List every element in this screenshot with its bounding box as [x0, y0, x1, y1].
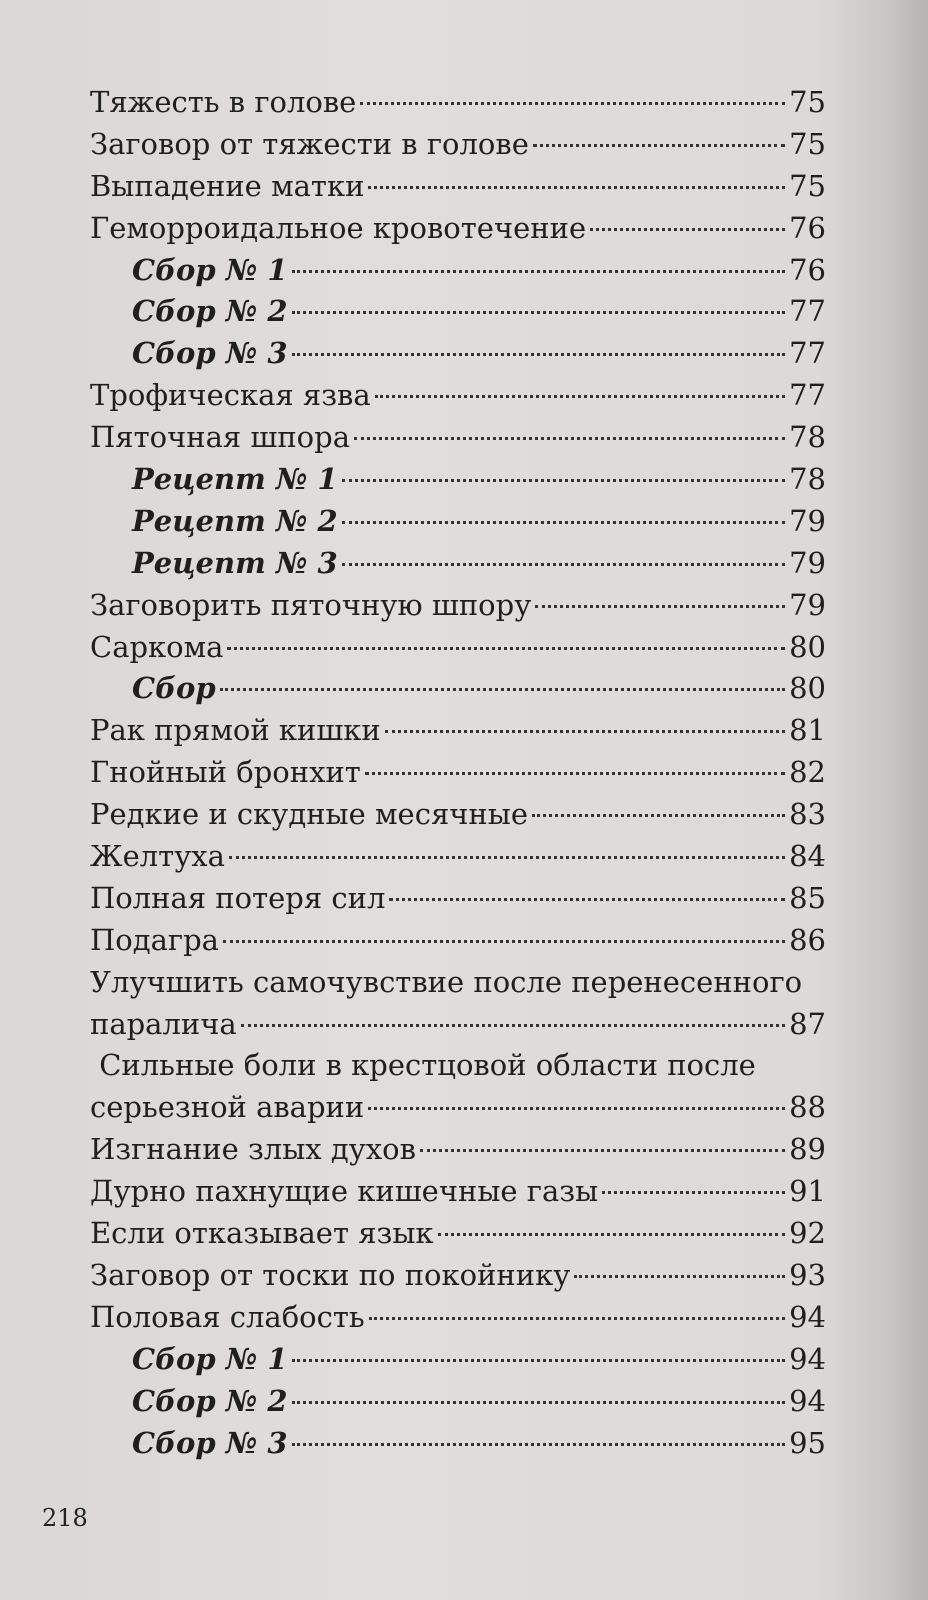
toc-list — [90, 82, 826, 1464]
dot-leader — [532, 814, 785, 817]
entry-page-number: 80 — [789, 629, 826, 664]
toc-entry — [90, 710, 826, 752]
entry-title: Половая слабость — [90, 1299, 365, 1334]
dot-leader — [385, 730, 785, 733]
toc-entry — [90, 1171, 826, 1213]
toc-subentry — [90, 501, 826, 543]
dot-leader — [590, 228, 785, 231]
entry-title: Заговор от тяжести в голове — [90, 126, 529, 161]
entry-title-line1: Улучшить самочувствие после перенесенного — [90, 964, 803, 999]
dot-leader — [342, 479, 785, 482]
toc-subentry — [90, 333, 826, 375]
entry-page-number: 92 — [789, 1216, 826, 1251]
dot-leader — [229, 856, 785, 859]
toc-subentry — [90, 1339, 826, 1381]
toc-subentry — [90, 459, 826, 501]
entry-title-line2: паралича — [90, 1006, 237, 1041]
dot-leader — [227, 647, 785, 650]
entry-title: Сбор № 3 — [132, 1425, 288, 1460]
entry-title: Сбор № 2 — [132, 1383, 288, 1418]
dot-leader — [292, 1359, 786, 1362]
entry-page-number: 89 — [789, 1132, 826, 1167]
dot-leader — [602, 1191, 785, 1194]
dot-leader — [369, 1317, 785, 1320]
entry-title: Если отказывает язык — [90, 1216, 434, 1251]
dot-leader — [574, 1275, 785, 1278]
entry-page-number: 94 — [789, 1299, 826, 1334]
entry-title: Трофическая язва — [90, 378, 371, 413]
dot-leader — [535, 605, 785, 608]
entry-page-number: 75 — [789, 85, 826, 119]
toc-entry — [90, 878, 826, 920]
toc-subentry — [90, 668, 826, 710]
table-of-contents-page — [90, 82, 826, 1464]
entry-title: Рецепт № 1 — [132, 462, 338, 497]
entry-page-number: 94 — [789, 1383, 826, 1418]
dot-leader — [420, 1149, 785, 1152]
entry-page-number: 76 — [789, 210, 826, 245]
dot-leader — [375, 395, 785, 398]
toc-entry — [90, 836, 826, 878]
entry-page-number: 93 — [789, 1257, 826, 1292]
entry-page-number: 80 — [789, 671, 826, 706]
entry-title: Сбор № 3 — [132, 336, 288, 371]
entry-page-number: 87 — [789, 1006, 826, 1041]
toc-entry — [90, 1213, 826, 1255]
entry-page-number: 88 — [789, 1090, 826, 1125]
toc-entry — [90, 375, 826, 417]
dot-leader — [292, 270, 786, 273]
toc-entry — [90, 417, 826, 459]
entry-title: Сбор № 2 — [132, 294, 288, 329]
entry-page-number: 77 — [789, 336, 826, 371]
entry-title: Сбор — [132, 671, 216, 706]
toc-entry-wrapped — [90, 1045, 826, 1129]
entry-title: Рецепт № 3 — [132, 545, 338, 580]
entry-page-number: 79 — [789, 545, 826, 580]
entry-page-number: 75 — [789, 126, 826, 161]
dot-leader — [241, 1024, 785, 1027]
entry-page-number: 78 — [789, 462, 826, 497]
toc-entry — [90, 1297, 826, 1339]
toc-entry — [90, 1255, 826, 1297]
entry-title-line1: Сильные боли в крестцовой области после — [90, 1048, 756, 1083]
entry-title-line2: серьезной аварии — [90, 1090, 365, 1125]
dot-leader — [354, 437, 785, 440]
toc-entry — [90, 208, 826, 250]
entry-title-line2-row — [90, 1004, 826, 1046]
entry-title: Тяжесть в голове — [90, 85, 357, 119]
entry-page-number: 79 — [789, 503, 826, 538]
dot-leader — [342, 521, 785, 524]
entry-title-line2-row — [90, 1087, 826, 1129]
entry-page-number: 84 — [789, 839, 826, 874]
entry-page-number: 83 — [789, 797, 826, 832]
entry-title: Желтуха — [90, 839, 225, 874]
dot-leader — [360, 102, 785, 105]
toc-entry — [90, 82, 826, 124]
entry-title: Гнойный бронхит — [90, 755, 361, 790]
entry-page-number: 82 — [789, 755, 826, 790]
entry-title: Подагра — [90, 922, 219, 957]
entry-page-number: 91 — [789, 1174, 826, 1209]
entry-title: Рецепт № 2 — [132, 503, 338, 538]
toc-entry — [90, 585, 826, 627]
entry-page-number: 77 — [789, 378, 826, 413]
entry-page-number: 77 — [789, 294, 826, 329]
entry-title: Полная потеря сил — [90, 880, 386, 915]
toc-entry — [90, 920, 826, 962]
entry-page-number: 76 — [789, 252, 826, 287]
entry-page-number: 79 — [789, 587, 826, 622]
entry-page-number: 85 — [789, 880, 826, 915]
entry-title: Редкие и скудные месячные — [90, 797, 528, 832]
dot-leader — [220, 688, 785, 691]
toc-entry — [90, 752, 826, 794]
dot-leader — [292, 353, 786, 356]
dot-leader — [389, 898, 785, 901]
entry-page-number: 94 — [789, 1341, 826, 1376]
dot-leader — [292, 1401, 786, 1404]
entry-title: Заговорить пяточную шпору — [90, 587, 532, 622]
entry-title: Дурно пахнущие кишечные газы — [90, 1174, 599, 1209]
toc-subentry — [90, 250, 826, 292]
page-number: 218 — [42, 1504, 88, 1532]
dot-leader — [292, 1443, 786, 1446]
entry-title: Рак прямой кишки — [90, 713, 381, 748]
dot-leader — [365, 772, 785, 775]
toc-entry — [90, 794, 826, 836]
dot-leader — [223, 940, 785, 943]
entry-page-number: 86 — [789, 922, 826, 957]
dot-leader — [292, 311, 786, 314]
dot-leader — [342, 563, 785, 566]
entry-page-number: 75 — [789, 168, 826, 203]
entry-title: Заговор от тоски по покойнику — [90, 1257, 571, 1292]
entry-page-number: 95 — [789, 1425, 826, 1460]
toc-subentry — [90, 291, 826, 333]
toc-entry — [90, 124, 826, 166]
toc-entry — [90, 166, 826, 208]
dot-leader — [533, 144, 785, 147]
toc-entry — [90, 627, 826, 669]
toc-subentry — [90, 543, 826, 585]
toc-entry — [90, 1129, 826, 1171]
entry-title: Геморроидальное кровотечение — [90, 210, 587, 245]
entry-title: Сбор № 1 — [132, 1341, 288, 1376]
entry-title: Выпадение матки — [90, 168, 365, 203]
entry-title: Изгнание злых духов — [90, 1132, 416, 1167]
entry-title: Сбор № 1 — [132, 252, 288, 287]
entry-page-number: 81 — [789, 713, 826, 748]
entry-page-number: 78 — [789, 420, 826, 455]
entry-title: Пяточная шпора — [90, 420, 350, 455]
dot-leader — [438, 1233, 786, 1236]
dot-leader — [368, 186, 785, 189]
entry-title: Саркома — [90, 629, 224, 664]
dot-leader — [368, 1107, 785, 1110]
toc-entry-wrapped — [90, 962, 826, 1046]
toc-subentry — [90, 1423, 826, 1465]
toc-subentry — [90, 1381, 826, 1423]
